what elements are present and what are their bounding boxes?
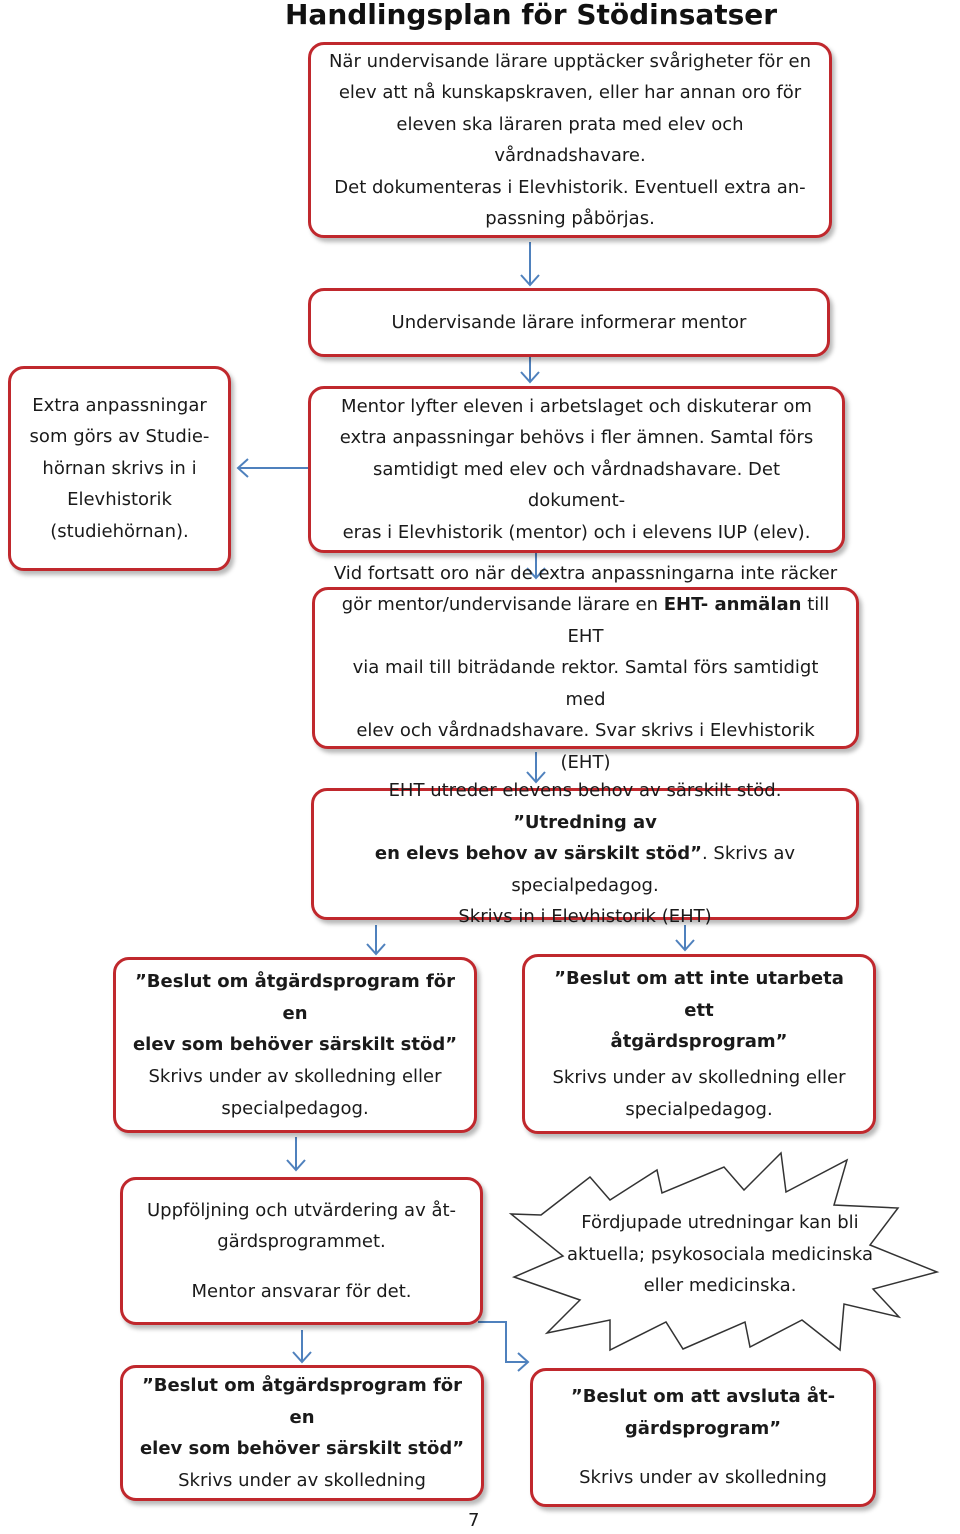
eht-report-line: via mail till biträdande rektor. Samtal förs samtidigt med: [352, 657, 819, 710]
notice-line: eleven ska läraren prata med elev och vårdnadshavare.: [396, 113, 744, 166]
step-studio-box: [8, 366, 231, 571]
inform-text: Undervisande lärare informerar mentor: [391, 311, 747, 333]
investigate-line: [330, 775, 840, 838]
eht-report-text: till EHT: [567, 594, 830, 647]
step-decision-program-box: [113, 957, 477, 1133]
arrow-notice-to-inform: [521, 242, 539, 285]
decision-program-body: Skrivs under av skolledning eller: [148, 1066, 442, 1087]
deeper-line: eller medicinska.: [643, 1275, 797, 1296]
decision-program-title: elev som behöver särskilt stöd”: [132, 1034, 458, 1055]
eht-report-line: [331, 589, 840, 652]
decision-close-title: ”Beslut om att avsluta åt-: [570, 1386, 836, 1408]
notice-line: När undervisande lärare upptäcker svårigheter för en: [328, 50, 812, 72]
arrow-investigate-to-program: [367, 925, 385, 954]
investigate-line: Skrivs in i Elevhistorik (EHT): [458, 906, 712, 928]
step-eht-report-box: [312, 562, 859, 773]
decision-program-title: ”Beslut om åtgärdsprogram för en: [134, 971, 456, 1024]
step-decision-close-box: [530, 1368, 876, 1507]
decision-no-program-body: specialpedagog.: [625, 1098, 773, 1120]
step-follow-up-box: [120, 1177, 483, 1325]
page-number: 7: [468, 1510, 480, 1531]
decision-no-program-body: Skrivs under av skolledning eller: [552, 1067, 846, 1088]
step-inform-box: [308, 288, 830, 357]
follow-up-line: Uppföljning och utvärdering av åt-: [146, 1199, 457, 1221]
arrow-program-to-follow-up: [287, 1137, 305, 1170]
eht-report-text: gör mentor/undervisande lärare en: [341, 594, 664, 616]
arrow-mentor-to-studio: [238, 459, 308, 477]
decision-program-2-title: elev som behöver särskilt stöd”: [139, 1438, 465, 1459]
follow-up-body: Mentor ansvarar för det.: [191, 1280, 412, 1302]
eht-report-line: elev och vårdnadshavare. Svar skrivs i Elevhistorik (EHT): [356, 720, 815, 773]
arrow-follow-up-to-close: [478, 1322, 528, 1371]
notice-line: Det dokumenteras i Elevhistorik. Eventuell extra an-: [334, 176, 806, 198]
step-mentor-box: [308, 386, 845, 553]
step-notice-box: [308, 42, 832, 238]
decision-program-body: specialpedagog.: [221, 1097, 369, 1119]
decision-program-2-title: ”Beslut om åtgärdsprogram för en: [141, 1375, 463, 1428]
decision-no-program-title: ”Beslut om att inte utarbeta ett: [554, 968, 844, 1021]
decision-close-body: Skrivs under av skolledning: [579, 1467, 827, 1489]
investigate-emphasis: ”Utredning av: [513, 811, 657, 833]
step-decision-program-2-box: [120, 1365, 484, 1501]
investigate-text: EHT utreder elevens behov av särskilt stöd.: [388, 780, 782, 802]
deeper-investigation-text: [560, 1207, 880, 1302]
follow-up-line: gärdsprogrammet.: [217, 1231, 386, 1253]
decision-close-title: gärdsprogram”: [624, 1417, 782, 1439]
mentor-line: Mentor lyfter eleven i arbetslaget och diskuterar om: [341, 395, 812, 417]
arrow-inform-to-mentor: [521, 357, 539, 382]
investigate-text: . Skrivs av specialpedagog.: [511, 843, 796, 896]
decision-program-2-body: Skrivs under av skolledning: [178, 1469, 426, 1491]
step-eht-investigate-box: [311, 780, 859, 928]
notice-line: elev att nå kunskapskraven, eller har annan oro för: [338, 82, 802, 103]
investigate-line: [330, 838, 840, 901]
mentor-line: eras i Elevhistorik (mentor) och i elevens IUP (elev).: [342, 521, 811, 543]
mentor-line: samtidigt med elev och vårdnadshavare. Det dokument-: [372, 458, 781, 512]
deeper-line: Fördjupade utredningar kan bli: [581, 1212, 859, 1233]
eht-report-emphasis: EHT- anmälan: [663, 594, 802, 616]
eht-report-line: Vid fortsatt oro när de extra anpassningarna inte räcker: [333, 562, 838, 584]
mentor-line: extra anpassningar behövs i fler ämnen. Samtal förs: [339, 427, 814, 449]
page-title: Handlingsplan för Stödinsatser: [285, 0, 778, 31]
studio-line: Extra anpassningar: [32, 394, 207, 416]
studio-line: som görs av Studie-: [29, 426, 210, 448]
studio-line: (studiehörnan).: [50, 520, 189, 542]
arrow-follow-up-to-program-2: [293, 1330, 311, 1362]
studio-line: hörnan skrivs in i: [42, 457, 197, 479]
notice-line: passning påbörjas.: [485, 208, 655, 229]
deeper-line: aktuella; psykosociala medicinska: [567, 1243, 873, 1265]
studio-line: Elevhistorik: [67, 489, 172, 511]
decision-no-program-title: åtgärdsprogram”: [610, 1031, 788, 1052]
investigate-emphasis: en elevs behov av särskilt stöd”: [374, 843, 702, 865]
step-decision-no-program-box: [522, 954, 876, 1134]
